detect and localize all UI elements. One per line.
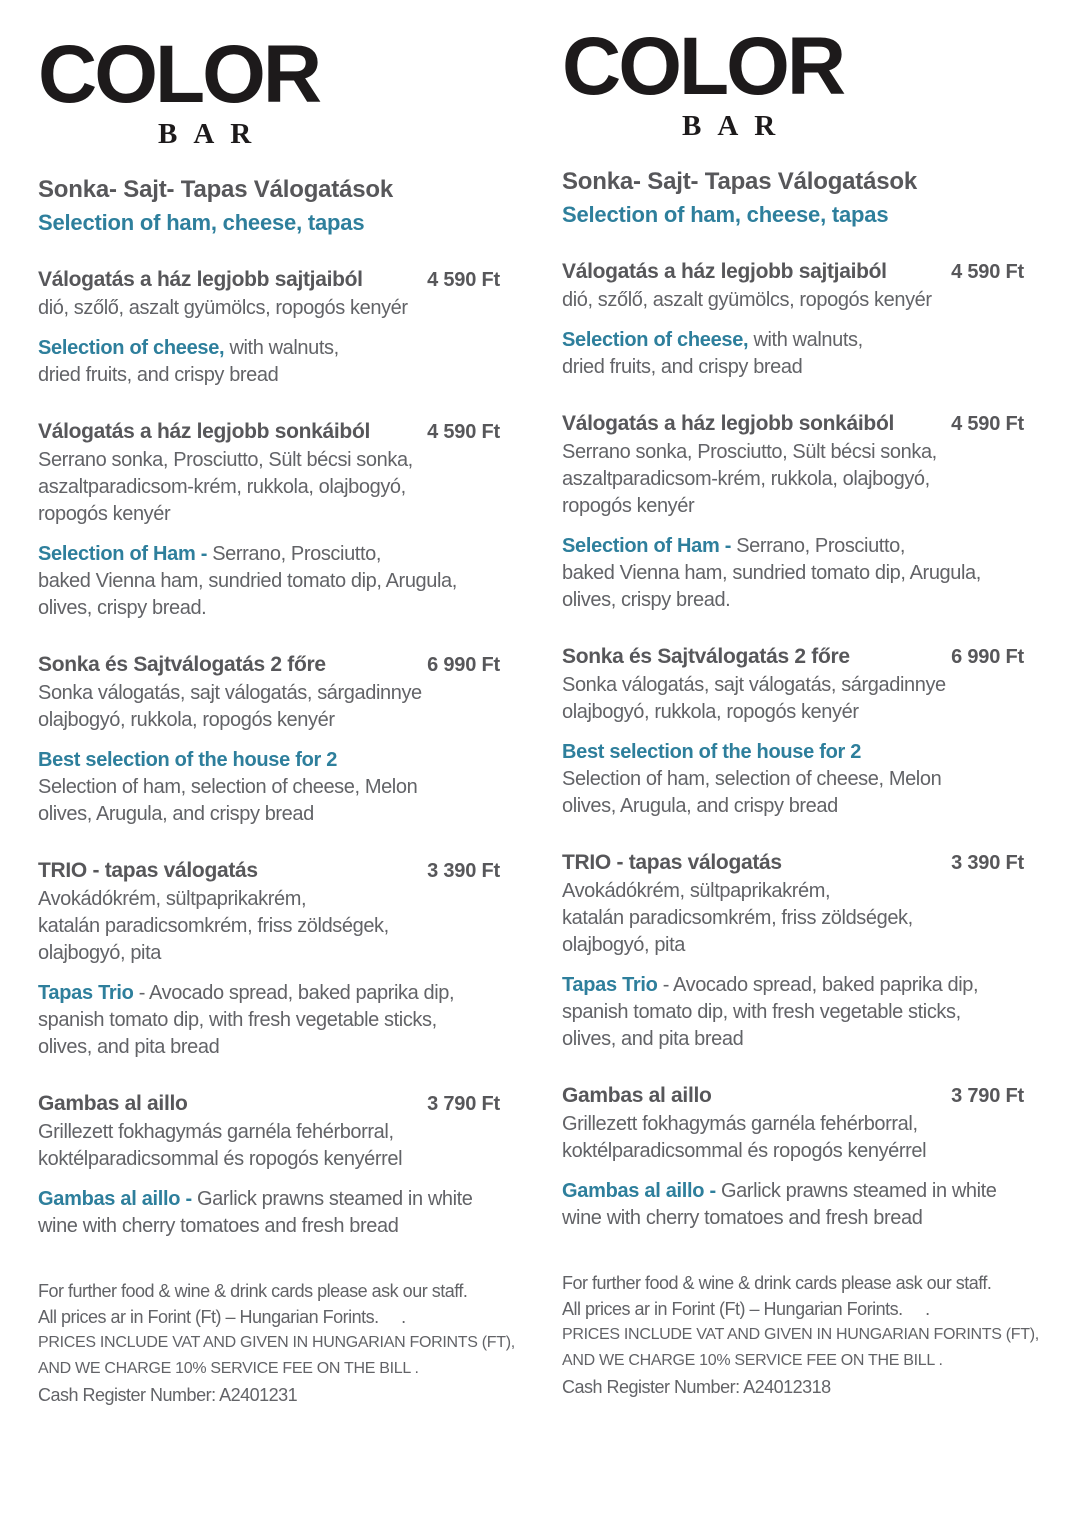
- menu-footer: [562, 1270, 1039, 1400]
- logo-bar-text: BAR: [158, 117, 268, 150]
- item-english-line: wine with cherry tomatoes and fresh bread: [38, 1214, 399, 1237]
- item-desc-line: katalán paradicsomkrém, friss zöldségek,: [562, 906, 913, 929]
- item-name: Gambas al aillo: [38, 1091, 188, 1115]
- item-english-line: spanish tomato dip, with fresh vegetable sticks,: [562, 1000, 961, 1023]
- menu-item-gambas: [38, 1090, 500, 1240]
- item-english-line: baked Vienna ham, sundried tomato dip, Arugula,: [562, 561, 981, 584]
- item-english-desc: [38, 335, 500, 389]
- color-bar-logo: [562, 21, 1024, 143]
- item-desc-line: olajbogyó, pita: [562, 933, 685, 956]
- item-price: 4 590 Ft: [951, 260, 1024, 283]
- item-desc-line: Serrano sonka, Prosciutto, Sült bécsi sonka,: [38, 448, 413, 471]
- item-desc-line: koktélparadicsommal és ropogós kenyérrel: [38, 1147, 403, 1170]
- item-desc-line: Grillezett fokhagymás garnéla fehérborral,: [38, 1120, 394, 1143]
- item-english-line: [38, 980, 500, 1007]
- item-desc-line: Serrano sonka, Prosciutto, Sült bécsi sonka,: [562, 440, 937, 463]
- item-english-desc: [562, 1178, 1024, 1232]
- item-english-line: [562, 533, 1024, 560]
- item-english-after: - Avocado spread, baked paprika dip,: [133, 981, 455, 1004]
- item-header: [562, 849, 1024, 877]
- item-desc-line: olajbogyó, pita: [38, 941, 161, 964]
- item-english-line: dried fruits, and crispy bread: [562, 355, 803, 378]
- item-english-line: dried fruits, and crispy bread: [38, 363, 279, 386]
- color-bar-logo: [38, 29, 500, 151]
- footer-line-service-fee: AND WE CHARGE 10% SERVICE FEE ON THE BILL .: [38, 1359, 419, 1377]
- item-desc-line: olajbogyó, rukkola, ropogós kenyér: [562, 700, 859, 723]
- footer-line-vat: PRICES INCLUDE VAT AND GIVEN IN HUNGARIAN FORINTS (FT),: [562, 1325, 1039, 1343]
- section-title-hungarian: Sonka- Sajt- Tapas Válogatások: [562, 167, 917, 195]
- item-name: Válogatás a ház legjobb sajtjaiból: [38, 267, 363, 291]
- item-english-line: [562, 739, 1024, 766]
- item-price: 4 590 Ft: [951, 412, 1024, 435]
- item-desc-line: Avokádókrém, sültpaprikakrém,: [38, 887, 307, 910]
- menu-item-trio: [562, 849, 1024, 1053]
- item-desc-line: dió, szőlő, aszalt gyümölcs, ropogós kenyér: [562, 288, 932, 311]
- item-desc-line: koktélparadicsommal és ropogós kenyérrel: [562, 1139, 927, 1162]
- item-header: [562, 410, 1024, 438]
- item-english-lead: Tapas Trio: [38, 981, 134, 1004]
- footer-line: For further food & wine & drink cards please ask our staff.: [38, 1280, 468, 1301]
- menu-footer: [38, 1278, 515, 1408]
- footer-line-vat: PRICES INCLUDE VAT AND GIVEN IN HUNGARIAN FORINTS (FT),: [38, 1333, 515, 1351]
- item-english-desc: [562, 972, 1024, 1053]
- item-desc-line: aszaltparadicsom-krém, rukkola, olajbogyó,: [562, 467, 930, 490]
- item-english-line: olives, Arugula, and crispy bread: [38, 802, 314, 825]
- item-name: Sonka és Sajtválogatás 2 főre: [38, 652, 326, 676]
- item-desc-line: katalán paradicsomkrém, friss zöldségek,: [38, 914, 389, 937]
- item-desc-line: olajbogyó, rukkola, ropogós kenyér: [38, 708, 335, 731]
- logo-wordmark: COLOR: [562, 21, 844, 112]
- item-header: [38, 418, 500, 446]
- item-header: [38, 266, 500, 294]
- item-desc-line: ropogós kenyér: [562, 494, 695, 517]
- section-title-english: Selection of ham, cheese, tapas: [562, 201, 889, 227]
- item-english-lead: Selection of Ham -: [38, 542, 208, 565]
- item-desc-line: Sonka válogatás, sajt válogatás, sárgadinnye: [38, 681, 422, 704]
- item-english-line: [562, 972, 1024, 999]
- item-english-line: [38, 335, 500, 362]
- item-desc-line: Avokádókrém, sültpaprikakrém,: [562, 879, 831, 902]
- item-name: Sonka és Sajtválogatás 2 főre: [562, 644, 850, 668]
- item-header: [38, 857, 500, 885]
- item-english-lead: Tapas Trio: [562, 973, 658, 996]
- item-english-line: wine with cherry tomatoes and fresh bread: [562, 1206, 923, 1229]
- item-english-line: [562, 1178, 1024, 1205]
- menu-item-ham: [562, 410, 1024, 614]
- item-english-line: [562, 327, 1024, 354]
- footer-line: For further food & wine & drink cards please ask our staff.: [562, 1272, 992, 1293]
- item-name: Válogatás a ház legjobb sonkáiból: [38, 419, 371, 443]
- item-desc-line: Grillezett fokhagymás garnéla fehérborral,: [562, 1112, 918, 1135]
- item-header: [38, 1090, 500, 1118]
- item-english-lead: Best selection of the house for 2: [562, 740, 862, 763]
- section-title-hungarian: Sonka- Sajt- Tapas Válogatások: [38, 175, 393, 203]
- item-english-lead: Best selection of the house for 2: [38, 748, 338, 771]
- item-header: [562, 643, 1024, 671]
- item-price: 3 390 Ft: [427, 859, 500, 882]
- logo-bar-text: BAR: [682, 109, 792, 142]
- cash-register-number: Cash Register Number: A24012318: [562, 1376, 831, 1397]
- item-english-lead: Selection of cheese,: [38, 336, 225, 359]
- cash-register-number: Cash Register Number: A2401231: [38, 1384, 298, 1405]
- footer-line: All prices ar in Forint (Ft) – Hungarian Forints. .: [38, 1306, 406, 1327]
- item-header: [562, 1082, 1024, 1110]
- logo-wordmark: COLOR: [38, 29, 320, 120]
- menu-item-cheese: [38, 266, 500, 389]
- item-name: TRIO - tapas válogatás: [562, 850, 782, 874]
- item-price: 4 590 Ft: [427, 268, 500, 291]
- item-price: 3 790 Ft: [951, 1084, 1024, 1107]
- item-english-line: Selection of ham, selection of cheese, Melon: [38, 775, 418, 798]
- item-english-lead: Gambas al aillo -: [38, 1187, 192, 1210]
- menu-column-left: [38, 29, 515, 1408]
- item-header: [562, 258, 1024, 286]
- item-english-line: baked Vienna ham, sundried tomato dip, Arugula,: [38, 569, 457, 592]
- menu-item-ham-cheese-for-2: [38, 651, 500, 828]
- item-english-desc: [38, 1186, 500, 1240]
- item-english-line: [38, 747, 500, 774]
- item-desc-line: Sonka válogatás, sajt válogatás, sárgadinnye: [562, 673, 946, 696]
- item-price: 6 990 Ft: [951, 645, 1024, 668]
- item-english-line: olives, and pita bread: [38, 1035, 220, 1058]
- footer-line: All prices ar in Forint (Ft) – Hungarian Forints. .: [562, 1298, 930, 1319]
- item-english-desc: [562, 327, 1024, 381]
- section-title-english: Selection of ham, cheese, tapas: [38, 209, 365, 235]
- item-desc-line: ropogós kenyér: [38, 502, 171, 525]
- item-english-after: Serrano, Prosciutto,: [207, 542, 381, 565]
- item-english-after: with walnuts,: [748, 328, 863, 351]
- item-english-line: olives, Arugula, and crispy bread: [562, 794, 838, 817]
- item-english-desc: [38, 747, 500, 828]
- item-english-desc: [38, 541, 500, 622]
- item-price: 3 790 Ft: [427, 1092, 500, 1115]
- item-name: TRIO - tapas válogatás: [38, 858, 258, 882]
- item-english-after: Garlick prawns steamed in white: [191, 1187, 473, 1210]
- menu-column-right: [562, 21, 1039, 1400]
- item-english-desc: [562, 533, 1024, 614]
- item-name: Válogatás a ház legjobb sonkáiból: [562, 411, 895, 435]
- menu-item-trio: [38, 857, 500, 1061]
- item-english-line: Selection of ham, selection of cheese, Melon: [562, 767, 942, 790]
- item-english-line: spanish tomato dip, with fresh vegetable sticks,: [38, 1008, 437, 1031]
- item-english-lead: Gambas al aillo -: [562, 1179, 716, 1202]
- item-header: [38, 651, 500, 679]
- menu-item-ham-cheese-for-2: [562, 643, 1024, 820]
- item-english-lead: Selection of Ham -: [562, 534, 732, 557]
- item-price: 6 990 Ft: [427, 653, 500, 676]
- menu-item-cheese: [562, 258, 1024, 381]
- item-desc-line: dió, szőlő, aszalt gyümölcs, ropogós kenyér: [38, 296, 408, 319]
- item-english-after: Garlick prawns steamed in white: [715, 1179, 997, 1202]
- menu-item-ham: [38, 418, 500, 622]
- footer-line-service-fee: AND WE CHARGE 10% SERVICE FEE ON THE BILL .: [562, 1351, 943, 1369]
- item-english-desc: [38, 980, 500, 1061]
- item-english-desc: [562, 739, 1024, 820]
- item-english-line: [38, 541, 500, 568]
- item-price: 4 590 Ft: [427, 420, 500, 443]
- item-english-line: [38, 1186, 500, 1213]
- item-english-line: olives, and pita bread: [562, 1027, 744, 1050]
- item-english-line: olives, crispy bread.: [562, 588, 731, 611]
- item-name: Gambas al aillo: [562, 1083, 712, 1107]
- item-english-lead: Selection of cheese,: [562, 328, 749, 351]
- item-english-after: - Avocado spread, baked paprika dip,: [657, 973, 979, 996]
- item-english-after: Serrano, Prosciutto,: [731, 534, 905, 557]
- item-price: 3 390 Ft: [951, 851, 1024, 874]
- item-name: Válogatás a ház legjobb sajtjaiból: [562, 259, 887, 283]
- item-english-after: with walnuts,: [224, 336, 339, 359]
- menu-item-gambas: [562, 1082, 1024, 1232]
- item-desc-line: aszaltparadicsom-krém, rukkola, olajbogyó,: [38, 475, 406, 498]
- item-english-line: olives, crispy bread.: [38, 596, 207, 619]
